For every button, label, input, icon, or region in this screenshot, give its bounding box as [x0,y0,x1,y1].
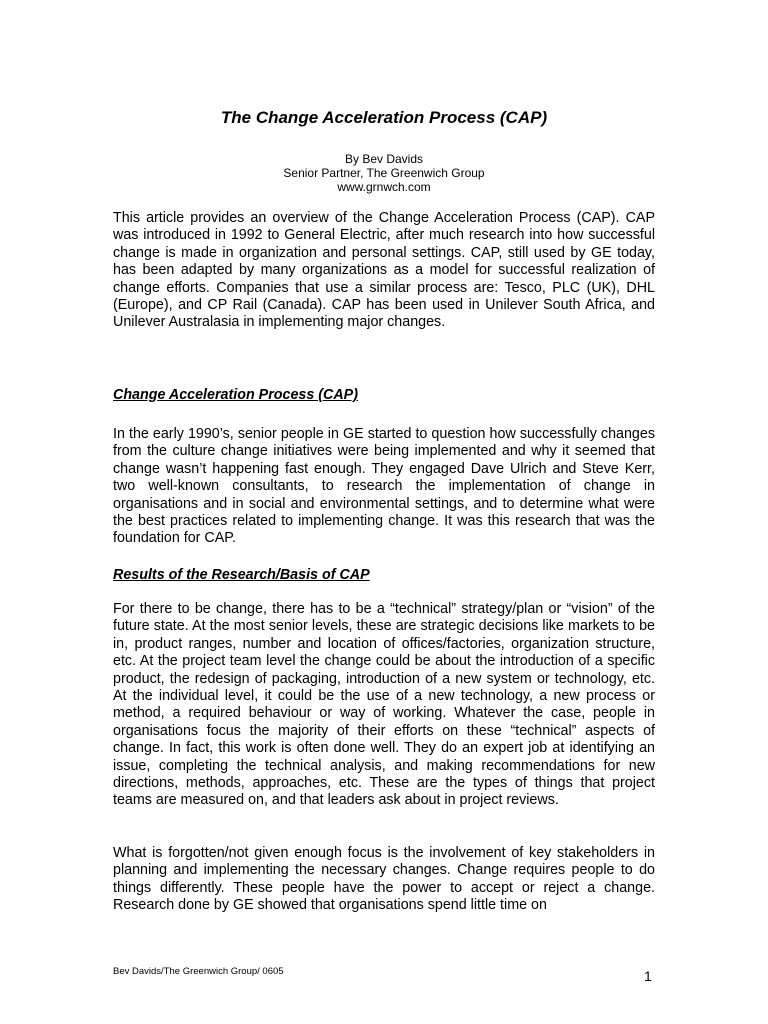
section-heading-results: Results of the Research/Basis of CAP [113,567,370,583]
website-line: www.grnwch.com [337,180,431,194]
closing-paragraph: What is forgotten/not given enough focus is the involvement of key stakeholders in planning and implementing the necessary changes. Change requires people to do things differently. These people have the power to accept or reject a change. Research done by GE showed that organisations spend little time on [113,845,655,914]
section-paragraph-results: For there to be change, there has to be a “technical” strategy/plan or “vision” of the future state. At the most senior levels, these are strategic decisions like markets to be in, product ranges, number and location of offices/factories, organization structure, etc. At the project team level the change could be about the introduction of a specific product, the redesign of packaging, introduction of a new system or technology, etc. At the individual level, it could be the use of a new technology, a new process or method, a required behaviour or way of working. Whatever the case, people in organisations focus the majority of their efforts on these “technical” aspects of change. In fact, this work is often done well. They do an expert job at identifying an issue, completing the technical analysis, and making recommendations for new directions, methods, approaches, etc. These are the types of things that project teams are measured on, and that leaders ask about in project reviews. [113,601,655,809]
document-title: The Change Acceleration Process (CAP) [220,108,548,127]
section-heading-cap: Change Acceleration Process (CAP) [113,387,358,403]
byline [0,152,768,194]
position-line: Senior Partner, The Greenwich Group [283,166,485,180]
author-line: By Bev Davids [344,152,424,166]
intro-paragraph: This article provides an overview of the Change Acceleration Process (CAP). CAP was introduced in 1992 to General Electric, after much research into how successful change is made in organization and personal settings. CAP, still used by GE today, has been adapted by many organizations as a model for successful realization of change efforts. Companies that use a similar process are: Tesco, PLC (UK), DHL (Europe), and CP Rail (Canada). CAP has been used in Unilever South Africa, and Unilever Australasia in implementing major changes. [113,210,655,331]
section-paragraph-cap: In the early 1990’s, senior people in GE started to question how successfully changes from the culture change initiatives were being implemented and why it seemed that change wasn’t happening fast enough. They engaged Dave Ulrich and Steve Kerr, two well-known consultants, to research the implementation of change in organisations and in social and environmental settings, and to determine what were the best practices related to implementing change. It was this research that was the foundation for CAP. [113,426,655,547]
page-number: 1 [644,968,652,984]
footer-text: Bev Davids/The Greenwich Group/ 0605 [113,966,284,977]
